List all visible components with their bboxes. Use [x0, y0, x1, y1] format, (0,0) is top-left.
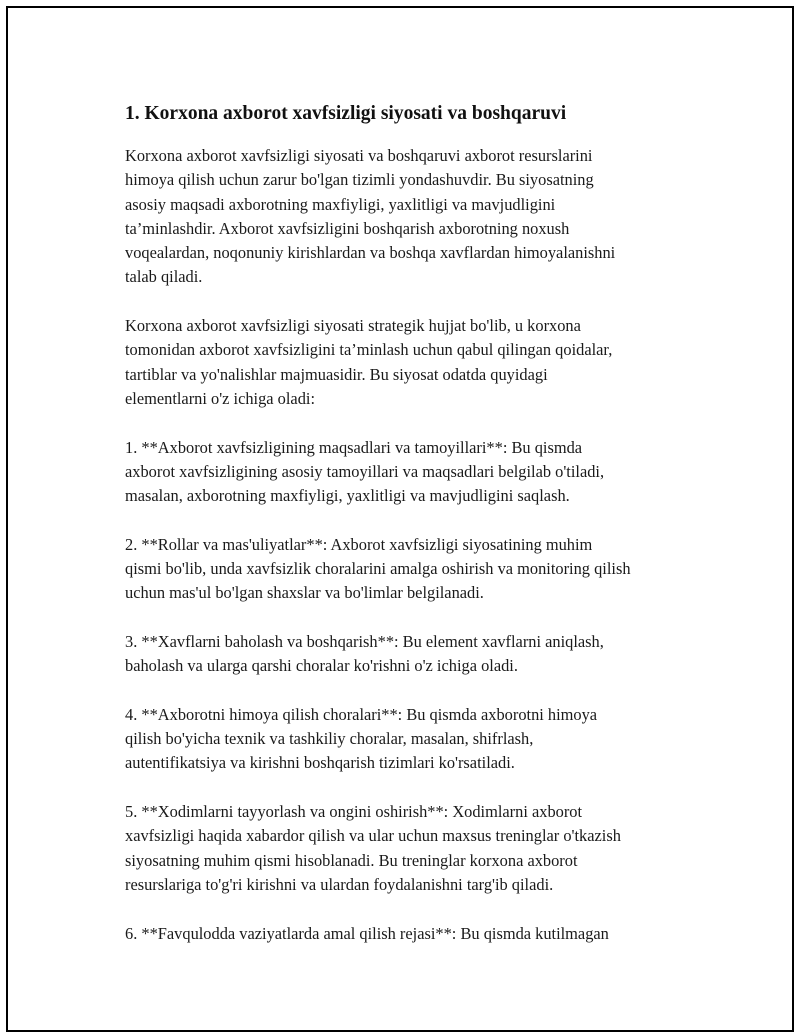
paragraph-intro: Korxona axborot xavfsizligi siyosati va boshqaruvi axborot resurslarini himoya qilish uchun zarur bo'lgan tizimli yondashuvdir. Bu siyosatning asosiy maqsadi axborotning maxfiyligi, yaxlitligi va mavjudligini ta’minlashdir. Axborot xavfsizligini boshqarish axborotning noxush voqealardan, noqonuniy kirishlardan va boshqa xavflardan himoyalanishni talab qiladi. — [125, 146, 616, 287]
list-item-emergency-plan: 6. **Favqulodda vaziyatlarda amal qilish rejasi**: Bu qismda kutilmagan — [125, 923, 609, 943]
list-item-roles-responsibilities: 2. **Rollar va mas'uliyatlar**: Axborot xavfsizligi siyosatining muhim qismi bo'lib, unda xavfsizlik choralarini amalga oshirish va monitoring qilish uchun mas'ul bo'lgan shaxslar va bo'limlar belgilanadi. — [125, 534, 631, 603]
list-item-staff-training: 5. **Xodimlarni tayyorlash va ongini oshirish**: Xodimlarni axborot xavfsizligi haqida xabardor qilish va ular uchun maxsus treninglar o'tkazish siyosatning muhim qismi hisoblanadi. Bu treninglar korxona axborot resurslariga to'g'ri kirishni va ulardan foydalanishni targ'ib qiladi. — [125, 802, 621, 894]
paragraph-policy-definition: Korxona axborot xavfsizligi siyosati strategik hujjat bo'lib, u korxona tomonidan axborot xavfsizligini ta’minlash uchun qabul qilingan qoidalar, tartiblar va yo'nalishlar majmuasidir. Bu siyosat odatda quyidagi elementlarni o'z ichiga oladi: — [125, 316, 613, 408]
list-item-goals-principles: 1. **Axborot xavfsizligining maqsadlari va tamoyillari**: Bu qismda axborot xavfsizligining asosiy tamoyillari va maqsadlari belgilab o'tiladi, masalan, axborotning maxfiyligi, yaxlitligi va mavjudligini saqlash. — [125, 437, 605, 506]
document-page — [6, 6, 794, 1032]
list-item-protection-measures: 4. **Axborotni himoya qilish choralari**: Bu qismda axborotni himoya qilish bo'yicha texnik va tashkiliy choralar, masalan, shifrlash, autentifikatsiya va kirishni boshqarish tizimlari ko'rsatiladi. — [125, 704, 598, 773]
document-title: 1. Korxona axborot xavfsizligi siyosati va boshqaruvi — [125, 103, 567, 124]
document-body — [125, 101, 705, 970]
list-item-risk-assessment: 3. **Xavflarni baholash va boshqarish**: Bu element xavflarni aniqlash, baholash va ularga qarshi choralar ko'rishni o'z ichiga oladi. — [125, 631, 604, 676]
